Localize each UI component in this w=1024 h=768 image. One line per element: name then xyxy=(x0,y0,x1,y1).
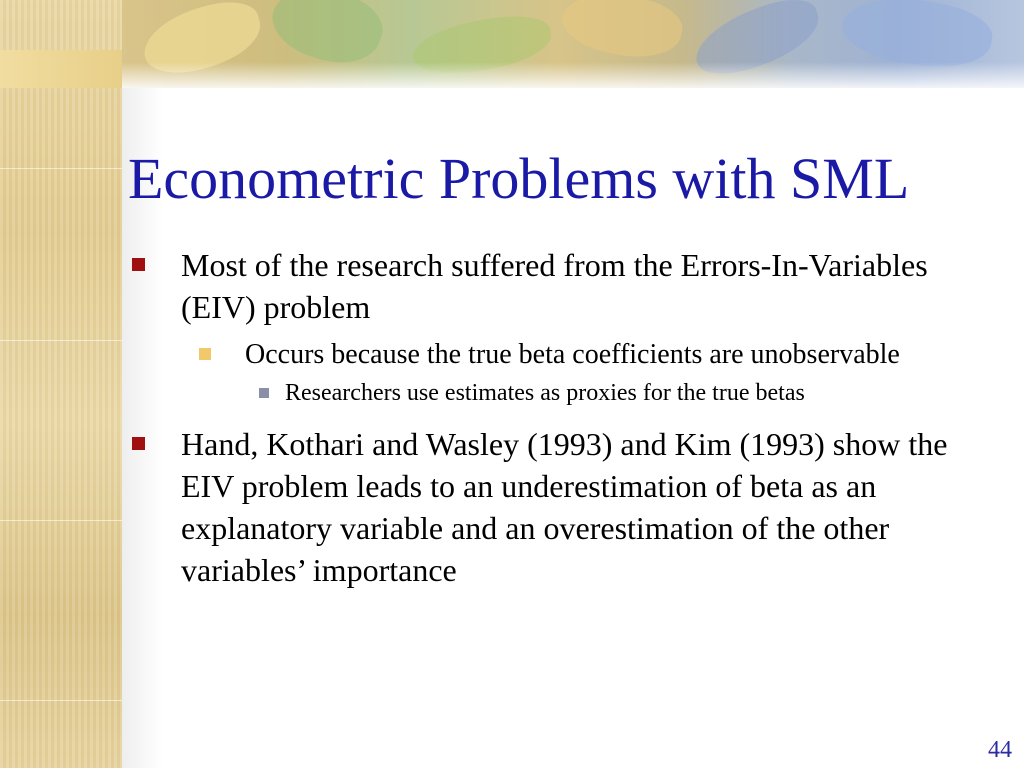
bullet-text: Researchers use estimates as proxies for the true betas xyxy=(285,380,805,406)
leaf-decoration xyxy=(557,0,687,67)
slide-title: Econometric Problems with SML xyxy=(128,146,910,211)
bullet-item-level3 xyxy=(285,377,988,409)
decorative-band xyxy=(0,50,122,88)
bullet-text: Most of the research suffered from the Errors-In-Variables (EIV) problem xyxy=(181,247,928,325)
square-bullet-icon xyxy=(199,348,211,360)
bullet-item-level1 xyxy=(128,423,988,591)
bullet-list xyxy=(128,244,988,599)
decorative-left-strip xyxy=(0,0,122,768)
bullet-text: Hand, Kothari and Wasley (1993) and Kim (1993) show the EIV problem leads to an underestimation of beta as an explanatory variable and an overestimation of the other variables’ importance xyxy=(181,426,948,588)
page-number: 44 xyxy=(988,737,1012,763)
square-bullet-icon xyxy=(132,258,145,271)
bullet-text: Occurs because the true beta coefficients are unobservable xyxy=(245,339,900,370)
decorative-header-banner xyxy=(122,0,1024,88)
bullet-item-level2 xyxy=(245,336,988,373)
square-bullet-icon xyxy=(259,388,269,398)
bullet-item-level1 xyxy=(128,244,988,328)
square-bullet-icon xyxy=(132,437,145,450)
